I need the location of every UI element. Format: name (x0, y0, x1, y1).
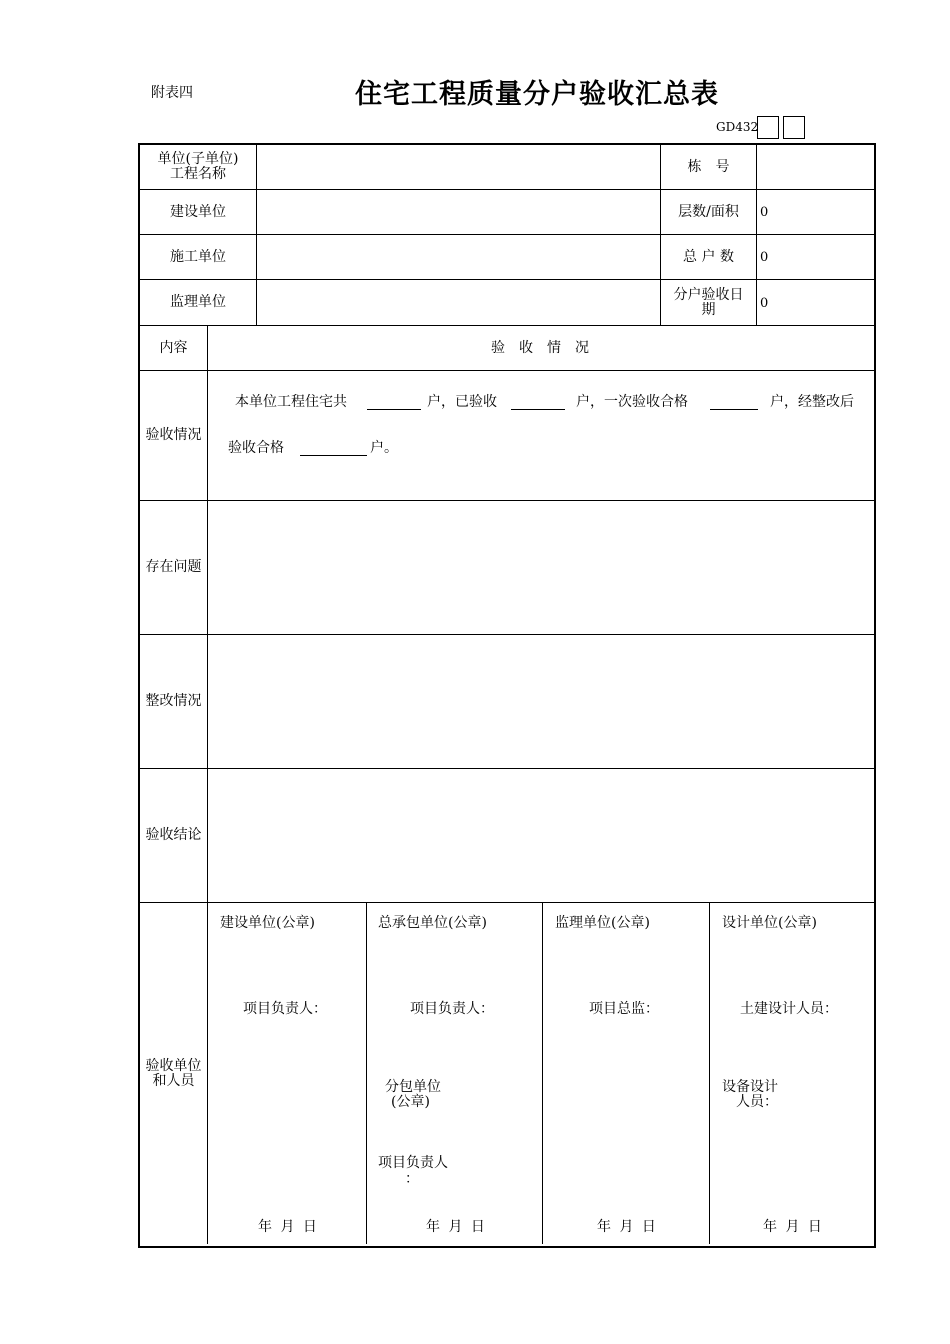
acceptance-date-label-line1: 分户验收日 (673, 286, 744, 303)
supervisor-field[interactable] (257, 280, 660, 325)
code-box-2[interactable] (783, 116, 805, 139)
acceptance-text-6: 户。 (370, 440, 398, 456)
code-box-1[interactable] (757, 116, 779, 139)
rectification-label: 整改情况 (145, 693, 202, 709)
project-name-label-line2: 工程名称 (170, 166, 226, 182)
first-pass-blank[interactable] (710, 408, 758, 410)
project-name-label-line1: 单位(子单位) (157, 151, 239, 167)
signatures-label-line2: 和人员 (152, 1072, 195, 1089)
contractor-field[interactable] (257, 235, 660, 279)
subcontractor-seal-label: (公章) (391, 1094, 430, 1110)
designer-date: 年 月 日 (763, 1219, 822, 1235)
rectification-field[interactable] (208, 635, 872, 768)
acceptance-date-label-line2: 期 (701, 301, 716, 318)
content-label: 内容 (159, 339, 188, 356)
rectified-pass-blank[interactable] (300, 454, 367, 456)
row-divider (140, 902, 874, 903)
issues-field[interactable] (208, 501, 872, 634)
building-no-field[interactable] (757, 145, 872, 189)
accepted-households-blank[interactable] (511, 408, 565, 410)
builder-label: 建设单位 (170, 203, 226, 220)
acceptance-text-2: 户，已验收 (427, 394, 497, 410)
civil-designer-label: 土建设计人员： (740, 1001, 838, 1017)
subcontractor-person-label: 项目负责人 (378, 1155, 448, 1171)
floors-area-label: 层数/面积 (678, 203, 739, 220)
acceptance-date-value[interactable]: 0 (760, 296, 769, 311)
project-name-field[interactable] (257, 145, 660, 189)
acceptance-date-label (661, 280, 756, 325)
builder-field[interactable] (257, 190, 660, 234)
supervisor-seal-label: 监理单位(公章) (555, 915, 650, 931)
signatures-label (140, 903, 207, 1244)
form-title: 住宅工程质量分户验收汇总表 (355, 79, 719, 110)
project-name-label (140, 145, 256, 189)
subcontractor-person-colon: ： (405, 1171, 419, 1187)
content-header: 验 收 情 况 (491, 339, 589, 356)
builder-seal-label: 建设单位(公章) (220, 915, 315, 931)
general-contractor-seal-label: 总承包单位(公章) (378, 915, 487, 931)
supervisor-label: 监理单位 (170, 294, 226, 310)
col-divider (709, 902, 710, 1244)
acceptance-label: 验收情况 (145, 427, 202, 443)
conclusion-label: 验收结论 (145, 827, 202, 843)
designer-seal-label: 设计单位(公章) (722, 915, 817, 931)
acceptance-text-4: 户，经整改后 (770, 394, 854, 410)
households-label: 总 户 数 (683, 248, 734, 265)
households-value[interactable]: 0 (760, 250, 769, 265)
col-divider (542, 902, 543, 1244)
chief-supervisor-label: 项目总监： (589, 1001, 659, 1017)
contractor-label: 施工单位 (170, 248, 226, 265)
building-no-label: 栋 号 (687, 158, 730, 175)
form-code: GD432 (716, 120, 759, 134)
supervisor-date: 年 月 日 (597, 1219, 656, 1235)
acceptance-text-3: 户，一次验收合格 (576, 394, 688, 410)
total-households-blank[interactable] (367, 408, 421, 410)
appendix-label: 附表四 (151, 85, 193, 101)
general-contractor-person-label: 项目负责人： (410, 1001, 494, 1017)
row-divider (140, 370, 874, 371)
builder-date: 年 月 日 (258, 1219, 317, 1235)
signatures-label-line1: 验收单位 (145, 1057, 202, 1074)
builder-person-label: 项目负责人： (243, 1001, 327, 1017)
acceptance-text-1: 本单位工程住宅共 (235, 394, 347, 410)
equipment-designer-label: 设备设计 (722, 1079, 778, 1095)
acceptance-text-5: 验收合格 (228, 440, 284, 456)
conclusion-field[interactable] (208, 769, 872, 902)
equipment-designer-label-2: 人员： (736, 1094, 778, 1110)
contractor-date: 年 月 日 (426, 1219, 485, 1235)
subcontractor-label: 分包单位 (385, 1079, 441, 1095)
issues-label: 存在问题 (145, 559, 202, 575)
col-divider (366, 902, 367, 1244)
floors-area-value[interactable]: 0 (760, 205, 769, 220)
